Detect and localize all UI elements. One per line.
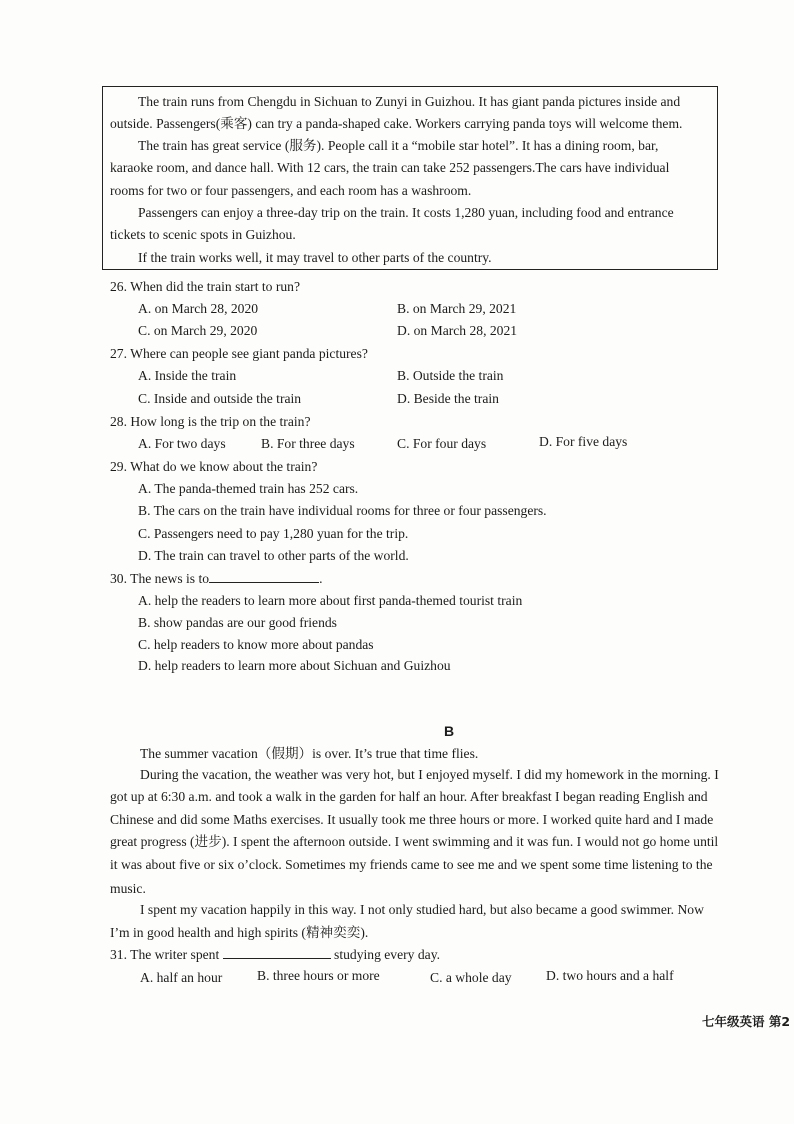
question-29-option-b: B. The cars on the train have individual rooms for three or four passengers. bbox=[138, 503, 547, 518]
passage-a-line: tickets to scenic spots in Guizhou. bbox=[110, 227, 296, 242]
question-26-option-d: D. on March 28, 2021 bbox=[397, 323, 518, 338]
question-31-stem-end: studying every day. bbox=[334, 947, 441, 962]
question-31-option-d: D. two hours and a half bbox=[546, 968, 674, 983]
question-31-option-a: A. half an hour bbox=[140, 970, 223, 985]
question-30-option-d: D. help readers to learn more about Sichuan and Guizhou bbox=[138, 658, 451, 673]
question-30-option-a: A. help the readers to learn more about first panda-themed tourist train bbox=[138, 593, 523, 608]
question-27-option-c: C. Inside and outside the train bbox=[138, 391, 302, 406]
question-31-stem bbox=[110, 946, 440, 964]
answer-blank bbox=[209, 570, 319, 583]
passage-a-line: The train has great service (服务). People call it a “mobile star hotel”. It has a dining room, bar, bbox=[138, 138, 659, 153]
question-27-option-d: D. Beside the train bbox=[397, 391, 499, 406]
passage-b-line: great progress (进步). I spent the afternoon outside. I went swimming and it was fun. I would not go home until bbox=[110, 834, 719, 849]
passage-b-line: During the vacation, the weather was very hot, but I enjoyed myself. I did my homework in the morning. I bbox=[140, 767, 719, 782]
question-30-option-b: B. show pandas are our good friends bbox=[138, 615, 337, 630]
question-27-stem: 27. Where can people see giant panda pictures? bbox=[110, 346, 368, 361]
question-26-option-c: C. on March 29, 2020 bbox=[138, 323, 258, 338]
question-30-option-c: C. help readers to know more about pandas bbox=[138, 637, 374, 652]
question-28-option-d: D. For five days bbox=[539, 434, 628, 449]
passage-b-line: it was about five or six o’clock. Sometimes my friends came to see me and we spent some time listening to the bbox=[110, 857, 713, 872]
answer-blank bbox=[223, 946, 331, 959]
question-28-stem: 28. How long is the trip on the train? bbox=[110, 414, 311, 429]
passage-b-line: The summer vacation（假期）is over. It’s true that time flies. bbox=[140, 746, 479, 761]
passage-a-line: rooms for two or four passengers, and each room has a washroom. bbox=[110, 183, 472, 198]
question-30-stem-end: . bbox=[319, 571, 323, 586]
passage-a-line: The train runs from Chengdu in Sichuan to Zunyi in Guizhou. It has giant panda pictures inside and bbox=[138, 94, 681, 109]
passage-b-line: music. bbox=[110, 881, 146, 896]
question-29-option-c: C. Passengers need to pay 1,280 yuan for the trip. bbox=[138, 526, 409, 541]
question-28-option-b: B. For three days bbox=[261, 436, 355, 451]
passage-a-line: outside. Passengers(乘客) can try a panda-shaped cake. Workers carrying panda toys will welcome them. bbox=[110, 116, 683, 131]
question-26-option-a: A. on March 28, 2020 bbox=[138, 301, 259, 316]
question-31-stem-text: 31. The writer spent bbox=[110, 947, 220, 962]
section-b-title: B bbox=[444, 723, 455, 739]
question-28-option-c: C. For four days bbox=[397, 436, 487, 451]
passage-a-line: Passengers can enjoy a three-day trip on the train. It costs 1,280 yuan, including food and entrance bbox=[138, 205, 674, 220]
question-27-option-a: A. Inside the train bbox=[138, 368, 237, 383]
passage-b-line: got up at 6:30 a.m. and took a walk in the garden for half an hour. After breakfast I began reading English and bbox=[110, 789, 708, 804]
passage-b-line: I spent my vacation happily in this way. I not only studied hard, but also became a good swimmer. Now bbox=[140, 902, 704, 917]
passage-b-line: I’m in good health and high spirits (精神奕奕). bbox=[110, 925, 369, 940]
question-26-stem: 26. When did the train start to run? bbox=[110, 279, 301, 294]
question-27-option-b: B. Outside the train bbox=[397, 368, 504, 383]
question-29-option-d: D. The train can travel to other parts of the world. bbox=[138, 548, 409, 563]
question-31-option-b: B. three hours or more bbox=[257, 968, 380, 983]
question-28-option-a: A. For two days bbox=[138, 436, 226, 451]
passage-b-line: Chinese and did some Maths exercises. It usually took me three hours or more. I worked quite hard and I made bbox=[110, 812, 714, 827]
question-30-stem bbox=[110, 570, 322, 588]
question-29-stem: 29. What do we know about the train? bbox=[110, 459, 318, 474]
question-26-option-b: B. on March 29, 2021 bbox=[397, 301, 517, 316]
question-30-stem-text: 30. The news is to bbox=[110, 571, 210, 586]
page-footer: 七年级英语 第2 bbox=[702, 1014, 791, 1029]
question-31-option-c: C. a whole day bbox=[430, 970, 512, 985]
question-29-option-a: A. The panda-themed train has 252 cars. bbox=[138, 481, 359, 496]
passage-a-line: If the train works well, it may travel to other parts of the country. bbox=[138, 250, 492, 265]
passage-a-line: karaoke room, and dance hall. With 12 cars, the train can take 252 passengers.The cars have individual bbox=[110, 160, 670, 175]
